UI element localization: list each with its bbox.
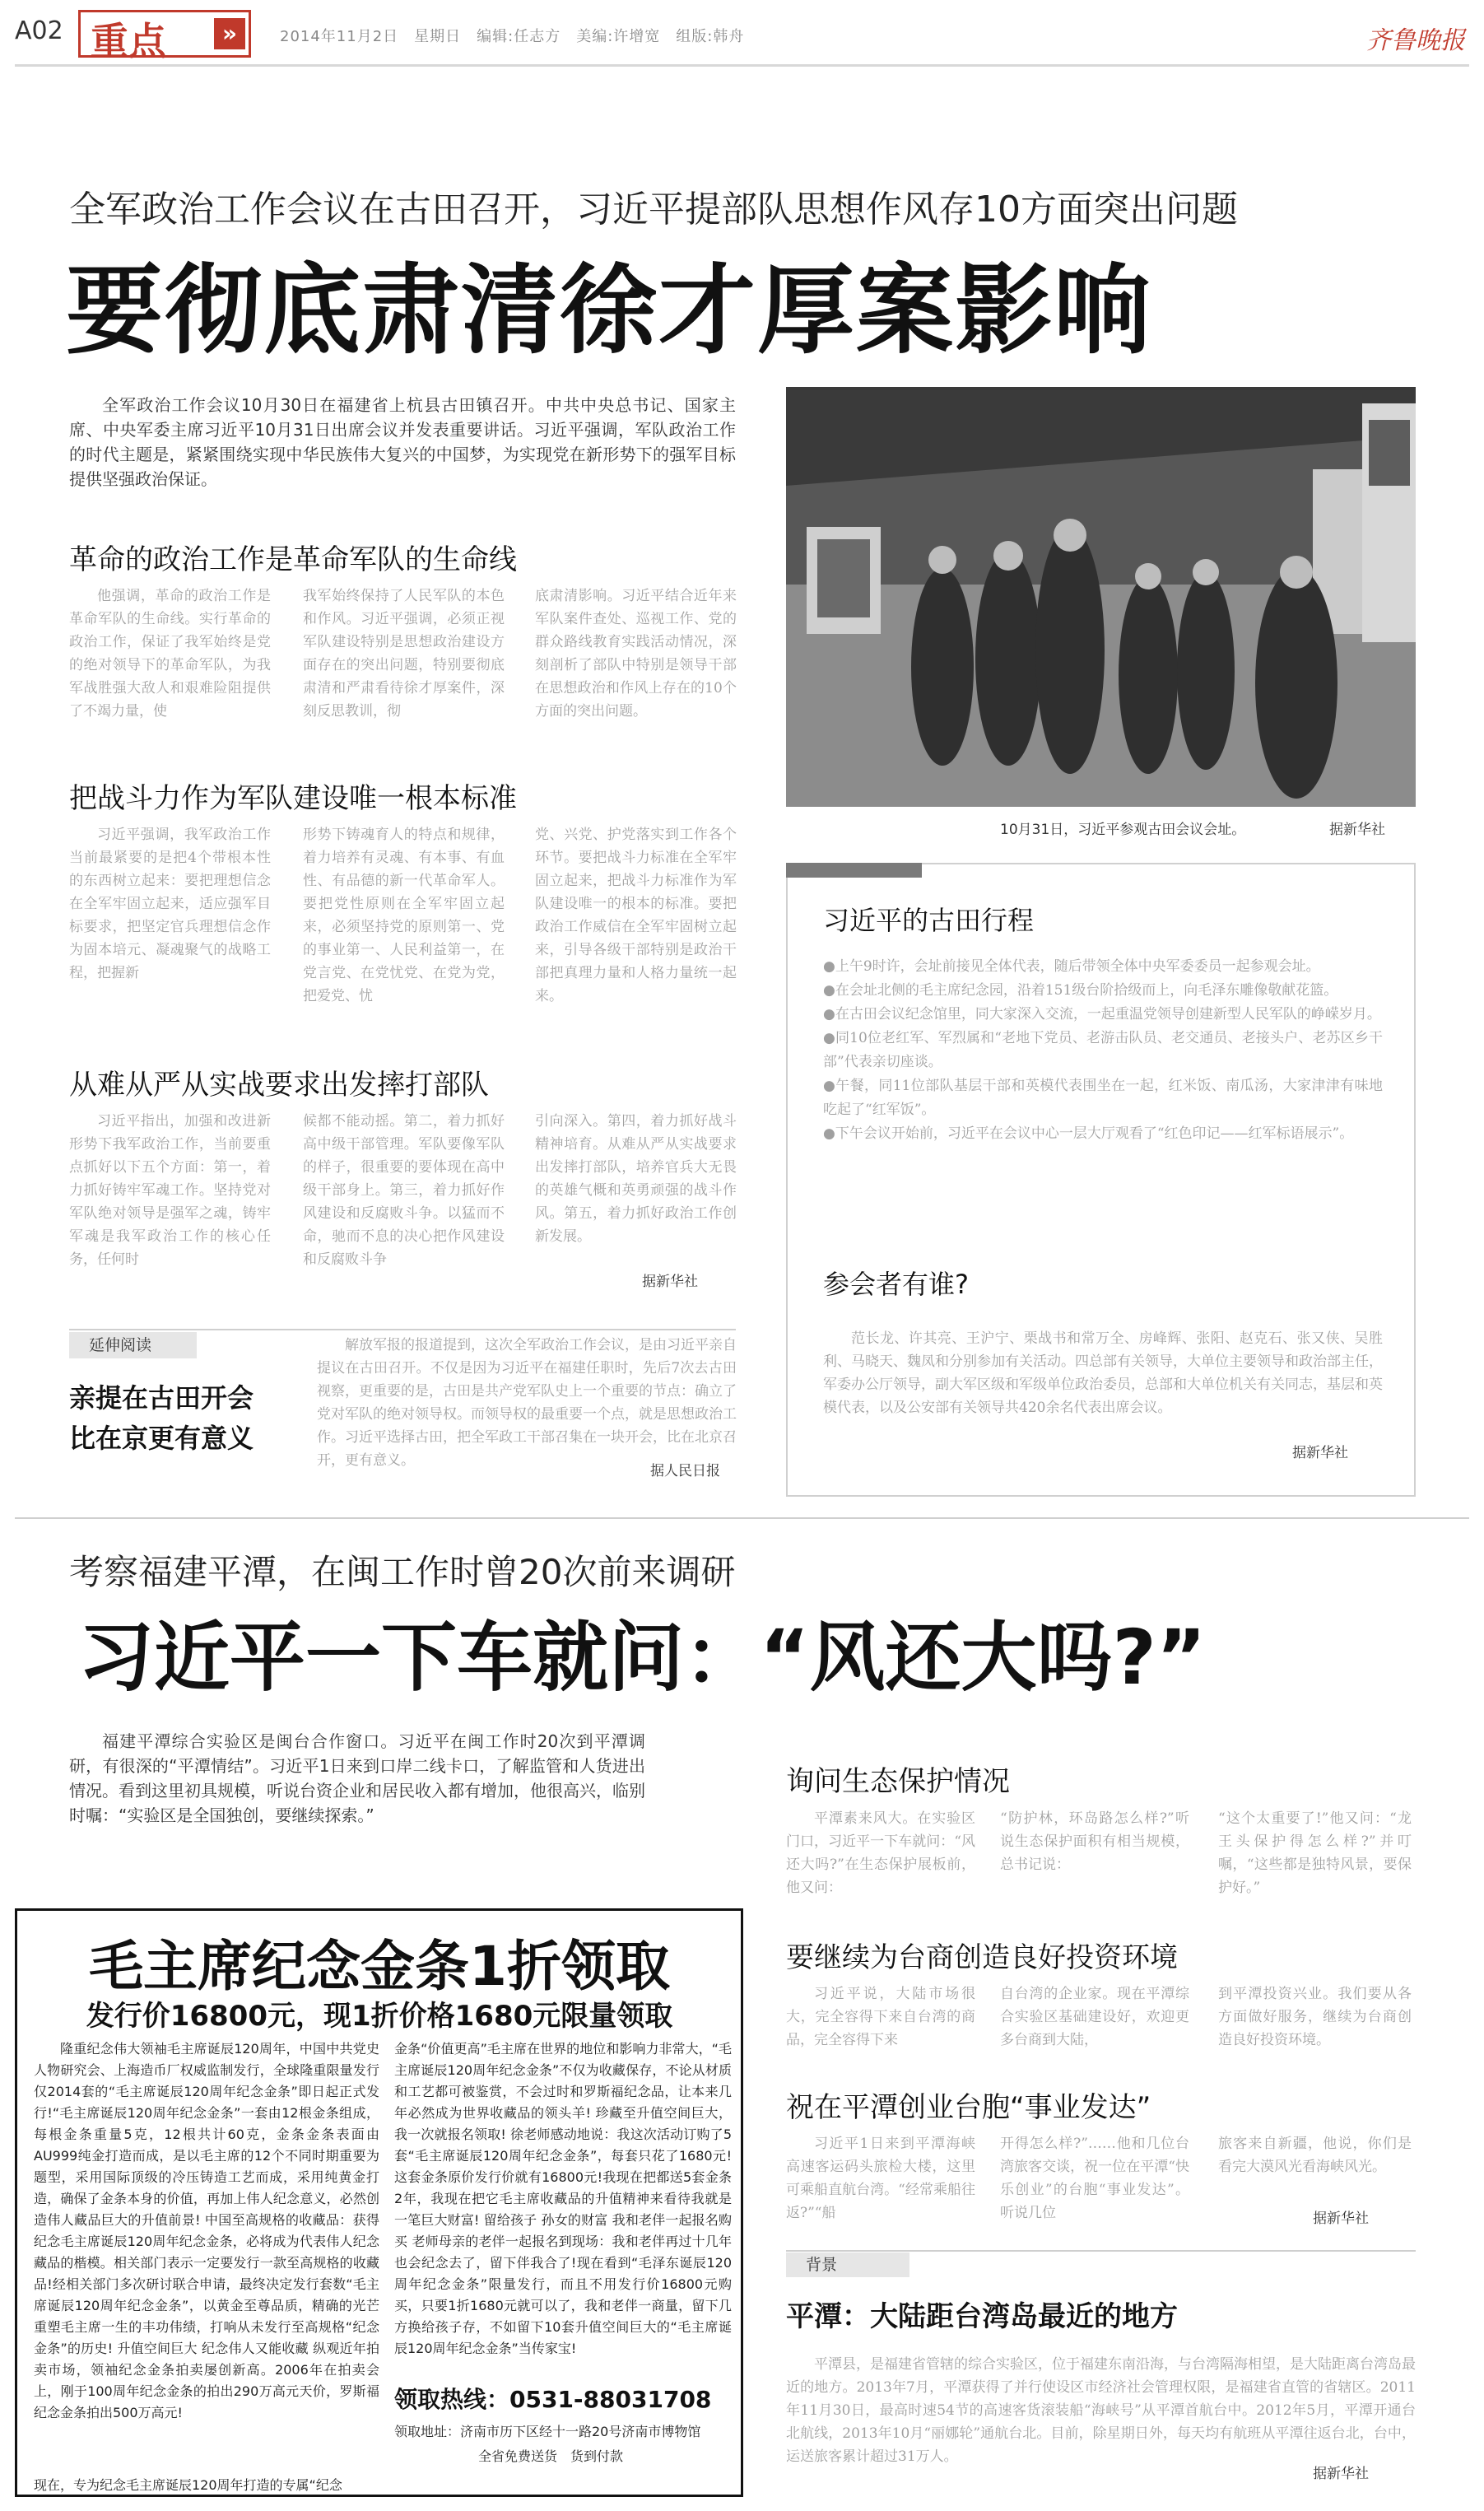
story2-headline: 习近平一下车就问：“风还大吗?”: [78, 1614, 1207, 1702]
section-label: 重点: [91, 19, 166, 63]
ad-right-text: 金条“价值更高”毛主席在世界的地位和影响力非常大，“毛主席诞辰120周年纪念金条”不仅为收藏保存，不论从材质和工艺都可被鉴赏，不会过时和罗斯福纪念品，让本来几年必然成为世界收藏品的领头羊! 珍藏至升值空间巨大，我一次就报名领取! 徐老师感动地说：我这次活动订购了5套“毛主席诞辰120周年纪念金条”，每套只花了1680元!这套金条原价发行价就有16800元!我现在把都送5套金条2年，我现在把它毛主席收藏品的升值精神来看待我就是一笔巨大财富! 留给孩子 孙女的财富 我和老伴一起报名购买 老师母亲的老伴一起报名到现场：我和老伴再过十几年也会纪念去了，留下伴我合了!现在看到“毛泽东诞辰120周年纪念金条”限量发行，而且不用发行价16800元购买，只要1折1680元就可以了，我和老伴一商量，留下几方换给孩子存，不如留下10套升值空间巨大的“毛主席诞辰120周年纪念金条”当传家宝!: [394, 2041, 732, 2356]
photo-credit: 据新华社: [1329, 822, 1385, 838]
participants-text: 范长龙、许其亮、王沪宁、栗战书和常万全、房峰辉、张阳、赵克石、张又侠、吴胜利、马晓天、魏凤和分别参加有关活动。四总部有关领导，大单位主要领导和政治部主任，军委办公厅领导，副大军区级和军级单位政治委员，总部和大单位机关有关同志，基层和英模代表，以及公安部有关领导共420余名代表出席会议。: [823, 1330, 1383, 1416]
story-divider: [15, 1517, 1469, 1519]
itinerary-item: ●同10位老红军、军烈属和“老地下党员、老游击队员、老交通员、老接头户、老苏区乡干部”代表亲切座谈。: [823, 1030, 1383, 1070]
itinerary-credit: 据新华社: [1292, 1445, 1348, 1461]
extended-title-2: 比在京更有意义: [69, 1423, 254, 1454]
itinerary-item: ●下午会议开始前，习近平在会议中心一层大厅观看了“红色印记——红军标语展示”。: [823, 1125, 1354, 1142]
story2-s3-col2: 开得怎么样?”……他和几位台湾旅客交谈，祝一位在平潭“快乐创业”的台胞“事业发达”。听说几位: [1000, 2136, 1189, 2221]
itinerary-title: 习近平的古田行程: [823, 905, 1035, 936]
story1-section-title-2: 把战斗力作为军队建设唯一根本标准: [69, 782, 517, 815]
story1-section-title-3: 从难从严从实战要求出发摔打部队: [69, 1069, 489, 1102]
story2-s1-col1: 平潭素来风大。在实验区门口，习近平一下车就问：“风还大吗?”在生态保护展板前，他又问：: [786, 1810, 975, 1896]
story2-s2-col1: 习近平说，大陆市场很大，完全容得下来自台湾的商品，完全容得下来: [786, 1986, 975, 2048]
ad-note: 全省免费送货 货到付款: [478, 2448, 624, 2464]
story1-s3-col1: 习近平指出，加强和改进新形势下我军政治工作，当前要重点抓好以下五个方面：第一，着力抓好铸牢军魂工作。坚持党对军队绝对领导是强军之魂，铸牢军魂是我军政治工作的核心任务，任何时: [69, 1113, 271, 1268]
extended-title-1: 亲提在古田开会: [69, 1382, 254, 1414]
story1-s2-col3: 党、兴党、护党落实到工作各个环节。要把战斗力标准在全军牢固立起来，把战斗力标准作为军队建设唯一的根本的标准。要把政治工作威信在全军牢固树立起来，引导各级干部特别是政治干部把真理力量和人格力量统一起来。: [535, 827, 737, 1004]
itinerary-items: [823, 955, 1383, 1251]
itinerary-item: ●午餐，同11位部队基层干部和英模代表围坐在一起，红米饭、南瓜汤，大家津津有味地吃起了“红军饭”。: [823, 1078, 1383, 1118]
story1-lead: 全军政治工作会议10月30日在福建省上杭县古田镇召开。中共中央总书记、国家主席、中央军委主席习近平10月31日出席会议并发表重要讲话。习近平强调，军队政治工作的时代主题是，紧紧围绕实现中华民族伟大复兴的中国梦，为实现党在新形势下的强军目标提供坚强政治保证。: [69, 395, 736, 489]
background-credit: 据新华社: [1313, 2466, 1369, 2482]
background-rule: [786, 2250, 1416, 2252]
story2-s1-col2: “防护林，环岛路怎么样?”听说生态保护面积有相当规模，总书记说：: [1000, 1810, 1189, 1873]
story1-s1-col2: 我军始终保持了人民军队的本色和作风。习近平强调，必须正视军队建设特别是思想政治建设方面存在的突出问题，特别要彻底肃清和严肃看待徐才厚案件，深刻反思教训，彻: [303, 588, 505, 720]
story1-headline: 要彻底肃清徐才厚案影响: [66, 254, 1153, 367]
story2-section-title-2: 要继续为台商创造良好投资环境: [786, 1941, 1178, 1974]
story1-s1-col3: 底肃清影响。习近平结合近年来军队案件查处、巡视工作、党的群众路线教育实践活动情况，深刻剖析了部队中特别是领导干部在思想政治和作风上存在的10个方面的突出问题。: [535, 588, 737, 720]
header-rule: [15, 64, 1469, 67]
participants-title: 参会者有谁?: [823, 1269, 969, 1300]
story2-section-title-1: 询问生态保护情况: [786, 1765, 1010, 1798]
extended-tag: 延伸阅读: [69, 1332, 197, 1358]
story2-s3-col1: 习近平1日来到平潭海峡高速客运码头旅检大楼，这里可乘船直航台湾。“经常乘船往返?”“船: [786, 2136, 975, 2221]
itinerary-item: ●上午9时许，会址前接见全体代表，随后带领全体中央军委委员一起参观会址。: [823, 958, 1320, 975]
extended-text: 解放军报的报道提到，这次全军政治工作会议，是由习近平亲自提议在古田召开。不仅是因为习近平在福建任职时，先后7次去古田视察，更重要的是，古田是共产党军队史上一个重要的节点：确立了党对军队的绝对领导权。而领导权的最重要一个点，就是思想政治工作。习近平选择古田，把全军政工干部召集在一块开会，比在北京召开，更有意义。: [317, 1337, 737, 1469]
story1-s2-col1: 习近平强调，我军政治工作当前最紧要的是把4个带根本性的东西树立起来：要把理想信念在全军牢固立起来，适应强军目标要求，把坚定官兵理想信念作为固本培元、凝魂聚气的战略工程，把握新: [69, 827, 271, 981]
story2-s3-col3: 旅客来自新疆，他说，你们是看完大漠风光看海峡风光。: [1218, 2136, 1412, 2175]
ad-headline: 毛主席纪念金条1折领取: [89, 1935, 670, 1998]
extended-rule: [69, 1329, 736, 1330]
story2-credit: 据新华社: [1313, 2211, 1369, 2227]
ad-left-text: 隆重纪念伟大领袖毛主席诞辰120周年，中国中共党史人物研究会、上海造币厂权威监制发行，全球隆重限量发行仅2014套的“毛主席诞辰120周年纪念金条”即日起正式发行!“毛主席诞辰120周年纪念金条”一套由12根金条组成，每根金条重量5克，12根共计60克，金条金条表面由AU999纯金打造而成，是以毛主席的12个不同时期重要为题型，采用国际顶级的冷压铸造工艺而成，采用纯黄金打造，确保了金条本身的价值，再加上伟人纪念意义，必然创造伟人藏品巨大的升值前景! 中国至高规格的收藏品：获得纪念毛主席诞辰120周年纪念金条，必将成为代表伟人纪念藏品的楷模。相关部门表示一定要发行一款至高规格的收藏品!经相关部门多次研讨联合申请，最终决定发行套数“毛主席诞辰120周年纪念金条”，以黄金至尊品质，精确的光芒重塑毛主席一生的丰功伟绩，打响从未发行至高规格“纪念金条”的历史! 升值空间巨大 纪念伟人又能收藏 纵观近年拍卖市场，领袖纪念金条拍卖屡创新高。2006年在拍卖会上，刚于100周年纪念金条的拍出290万高元天价，罗斯福纪念金条拍出500万高元!: [34, 2041, 379, 2420]
itinerary-item: ●在会址北侧的毛主席纪念园，沿着151级台阶拾级而上，向毛泽东雕像敬献花篮。: [823, 982, 1338, 999]
story1-credit: 据新华社: [642, 1274, 698, 1290]
story1-s2-col2: 形势下铸魂育人的特点和规律，着力培养有灵魂、有本事、有血性、有品德的新一代革命军人。要把党性原则在全军牢固立起来，必须坚持党的原则第一、党的事业第一、人民利益第一，在党言党、在党忧党、在党为党，把爱党、忧: [303, 827, 505, 1004]
page-header: [0, 0, 1484, 66]
masthead-logo: 齐鲁晚报: [1366, 26, 1465, 55]
itinerary-bar: [786, 863, 922, 878]
story1-photo: [786, 387, 1416, 807]
section-chevron-icon: »: [214, 18, 245, 49]
photo-caption: 10月31日，习近平参观古田会议会址。: [1000, 822, 1246, 838]
ad-bottom: 现在，专为纪念毛主席诞辰120周年打造的专属“纪念: [34, 2477, 342, 2493]
story1-s1-col1: 他强调，革命的政治工作是革命军队的生命线。实行革命的政治工作，保证了我军始终是党的绝对领导下的革命军队，为我军战胜强大敌人和艰难险阻提供了不竭力量，使: [69, 588, 271, 720]
story2-kicker: 考察福建平潭，在闽工作时曾20次前来调研: [69, 1552, 736, 1592]
page-number: A02: [15, 16, 63, 45]
story1-s3-col3: 引向深入。第四，着力抓好战斗精神培育。从难从严从实战要求出发摔打部队，培养官兵大无畏的英雄气概和英勇顽强的战斗作风。第五，着力抓好政治工作创新发展。: [535, 1113, 737, 1245]
itinerary-item: ●在古田会议纪念馆里，同大家深入交流，一起重温党领导创建新型人民军队的峥嵘岁月。: [823, 1006, 1381, 1023]
photo-scene: [786, 387, 1416, 807]
story2-section-title-3: 祝在平潭创业台胞“事业发达”: [786, 2091, 1151, 2124]
story2-lead: 福建平潭综合实验区是闽台合作窗口。习近平在闽工作时20次到平潭调研，有很深的“平潭情结”。习近平1日来到口岸二线卡口，了解监管和人货进出情况。看到这里初具规模，听说台资企业和居民收入都有增加，他很高兴，临别时嘱：“实验区是全国独创，要继续探索。”: [69, 1731, 645, 1825]
story1-section-title-1: 革命的政治工作是革命军队的生命线: [69, 543, 517, 576]
extended-credit: 据人民日报: [650, 1463, 720, 1479]
story1-kicker: 全军政治工作会议在古田召开，习近平提部队思想作风存10方面突出问题: [69, 189, 1238, 231]
story2-s1-col3: “这个太重要了!”他又问：“龙王头保护得怎么样?”并叮嘱，“这些都是独特风景，要保护好。”: [1218, 1810, 1412, 1896]
ad-subhead: 发行价16800元，现1折价格1680元限量领取: [86, 2000, 673, 2033]
story2-s2-col2: 自台湾的企业家。现在平潭综合实验区基础建设好，欢迎更多台商到大陆，: [1000, 1986, 1189, 2048]
ad-address: 领取地址：济南市历下区经十一路20号济南市博物馆: [394, 2424, 701, 2439]
ad-phone: 领取热线：0531-88031708: [394, 2386, 712, 2413]
ad-box: [15, 1908, 743, 2497]
background-text: 平潭县，是福建省管辖的综合实验区，位于福建东南沿海，与台湾隔海相望，是大陆距离台湾岛最近的地方。2013年7月，平潭获得了并行使设区市经济社会管理权限，是福建省直管的省辖区。2011年11月30日，最高时速54节的高速客货滚装船“海峡号”从平潭首航台中。2012年5月，平潭开通台北航线，2013年10月“丽娜轮”通航台北。目前，除星期日外，每天均有航班从平潭往返台北，台中，运送旅客累计超过31万人。: [786, 2356, 1416, 2465]
background-tag: 背景: [786, 2252, 909, 2277]
story1-s3-col2: 候都不能动摇。第二，着力抓好高中级干部管理。军队要像军队的样子，很重要的要体现在高中级干部身上。第三，着力抓好作风建设和反腐败斗争。以猛而不命，驰而不息的决心把作风建设和反腐败斗争: [303, 1113, 505, 1268]
story2-s2-col3: 到平潭投资兴业。我们要从各方面做好服务，继续为台商创造良好投资环境。: [1218, 1986, 1412, 2048]
background-title: 平潭：大陆距台湾岛最近的地方: [786, 2300, 1178, 2333]
edition-meta: 2014年11月2日 星期日 编辑:任志方 美编:许增宽 组版:韩舟: [280, 28, 745, 45]
